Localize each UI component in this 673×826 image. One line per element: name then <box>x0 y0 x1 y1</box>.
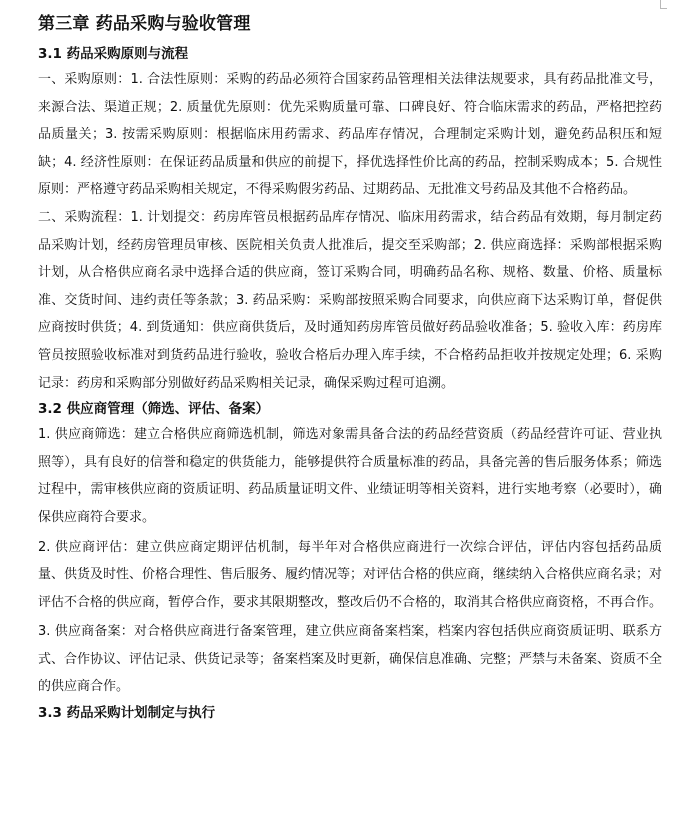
section-heading-3-2: 3.2 供应商管理（筛选、评估、备案） <box>38 401 270 418</box>
paragraph-supplier-filing: 3. 供应商备案：对合格供应商进行备案管理，建立供应商备案档案，档案内容包括供应商资质证明、联系方式、合作协议、评估记录、供货记录等；备案档案及时更新，确保信息准确、完整；严禁与未备案、资质不全的供应商合作。 <box>38 624 663 695</box>
paragraph-procurement-principles: 一、采购原则：1. 合法性原则：采购的药品必须符合国家药品管理相关法律法规要求，具有药品批准文号，来源合法、渠道正规；2. 质量优先原则：优先采购质量可靠、口碑良好、符合临床需求的药品，严格把控药品质量关；3. 按需采购原则：根据临床用药需求、药品库存情况，合理制定采购计划，避免药品积压和短缺；4. 经济性原则：在保证药品质量和供应的前提下，择优选择性价比高的药品，控制采购成本；5. 合规性原则：严格遵守药品采购相关规定，不得采购假劣药品、过期药品、无批准文号药品及其他不合格药品。 <box>38 72 662 198</box>
paragraph-procurement-process: 二、采购流程：1. 计划提交：药房库管员根据药品库存情况、临床用药需求，结合药品有效期，每月制定药品采购计划，经药房管理员审核、医院相关负责人批准后，提交至采购部；2. 供应商选择：采购部根据采购计划，从合格供应商名录中选择合适的供应商，签订采购合同，明确药品名称、规格、数量、价格、质量标准、交货时间、违约责任等条款；3. 药品采购：采购部按照采购合同要求，向供应商下达采购订单，督促供应商按时供货；4. 到货通知：供应商供货后，及时通知药房库管员做好药品验收准备；5. 验收入库：药房库管员按照验收标准对到货药品进行验收，验收合格后办理入库手续，不合格药品拒收并按规定处理；6. 采购记录：药房和采购部分别做好药品采购相关记录，确保采购过程可追溯。 <box>38 209 662 391</box>
document-body <box>38 10 662 725</box>
paragraph-supplier-evaluation: 2. 供应商评估：建立供应商定期评估机制，每半年对合格供应商进行一次综合评估，评估内容包括药品质量、供货及时性、价格合理性、售后服务、履约情况等；对评估合格的供应商，继续纳入合格供应商名录；对评估不合格的供应商，暂停合作，要求其限期整改，整改后仍不合格的，取消其合格供应商资格，不再合作。 <box>38 539 663 610</box>
section-heading-3-1: 3.1 药品采购原则与流程 <box>38 46 189 62</box>
chapter-title: 第三章 药品采购与验收管理 <box>38 14 251 34</box>
paragraph-supplier-screening: 1. 供应商筛选：建立合格供应商筛选机制，筛选对象需具备合法的药品经营资质（药品经营许可证、营业执照等），具有良好的信誉和稳定的供货能力，能够提供符合质量标准的药品，具备完善的售后服务体系；筛选过程中，需审核供应商的资质证明、药品质量证明文件、业绩证明等相关资料，进行实地考察（必要时），确保供应商符合要求。 <box>38 427 662 525</box>
page-corner-mark <box>660 0 667 9</box>
section-heading-3-3: 3.3 药品采购计划制定与执行 <box>38 705 216 722</box>
